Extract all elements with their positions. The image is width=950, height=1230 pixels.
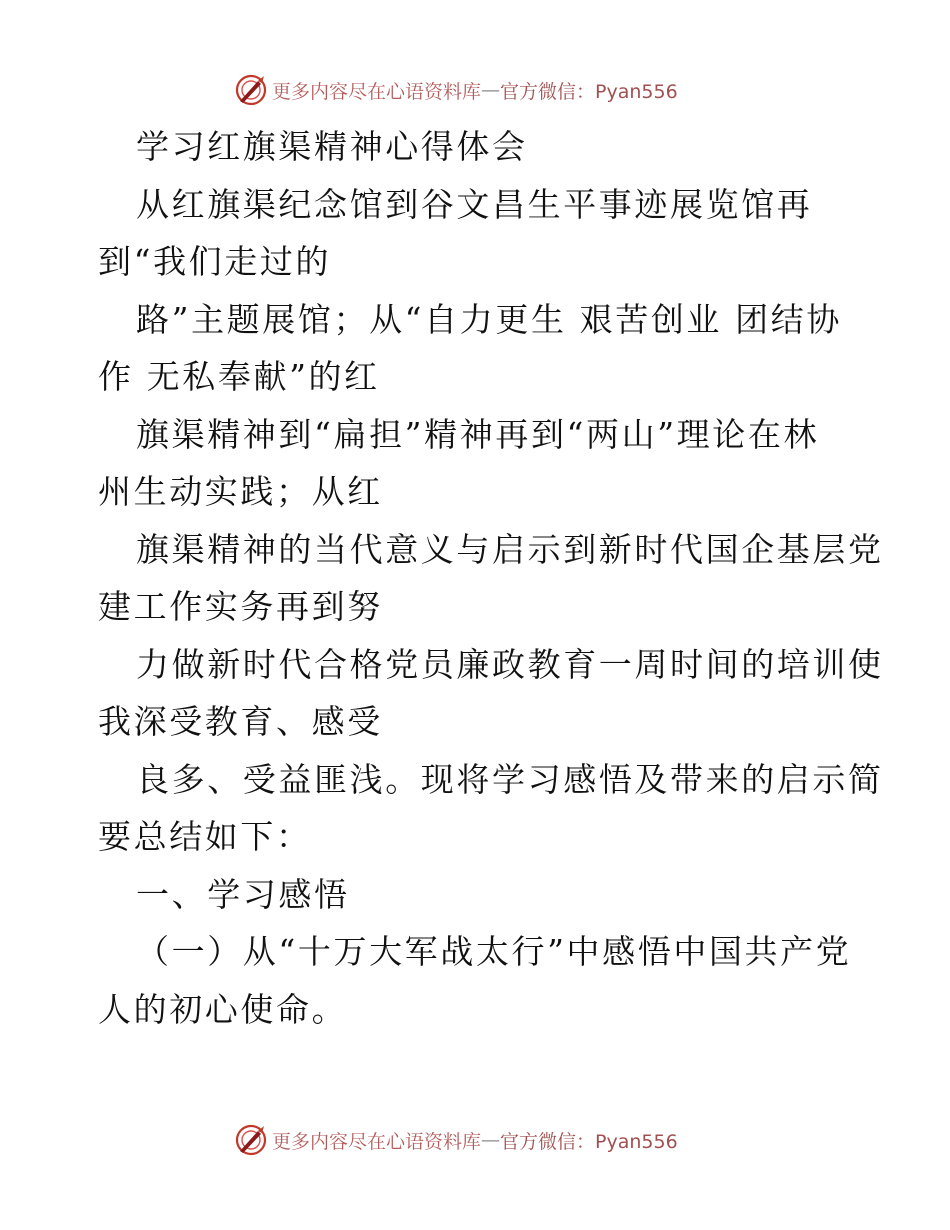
text-line: 旗渠精神的当代意义与启示到新时代国企基层党	[136, 529, 884, 569]
text-line: 我深受教育、感受	[98, 702, 383, 741]
watermark-text: 更多内容尽在心语资料库	[272, 1130, 482, 1153]
header-watermark	[234, 72, 678, 108]
text-line: 从红旗渠纪念馆到谷文昌生平事迹展览馆再	[136, 184, 813, 224]
document-body	[98, 118, 884, 1038]
text-line: 力做新时代合格党员廉政教育一周时间的培训使	[136, 644, 884, 684]
text-line: 路”主题展馆；从“自力更生 艰苦创业 团结协	[136, 299, 842, 339]
document-title: 学习红旗渠精神心得体会	[136, 127, 528, 166]
quill-logo-icon	[234, 1123, 268, 1157]
section-heading: 一、学习感悟	[136, 874, 350, 914]
text-line: 州生动实践；从红	[98, 472, 383, 511]
watermark-separator: —	[481, 79, 501, 101]
text-line: 人的初心使命。	[98, 989, 348, 1029]
watermark-separator: —	[481, 1129, 501, 1151]
subsection-heading: （一）从“十万大军战太行”中感悟中国共产党	[136, 932, 852, 971]
quill-logo-icon	[234, 73, 268, 107]
footer-watermark	[234, 1122, 678, 1158]
text-line: 到“我们走过的	[98, 242, 332, 281]
text-line: 要总结如下：	[98, 817, 312, 856]
watermark-contact: 官方微信：Pyan556	[500, 1130, 678, 1153]
watermark-text: 更多内容尽在心语资料库	[272, 80, 482, 103]
watermark-contact: 官方微信：Pyan556	[500, 80, 678, 103]
text-line: 良多、受益匪浅。现将学习感悟及带来的启示简	[136, 759, 884, 799]
text-line: 建工作实务再到努	[98, 587, 383, 626]
text-line: 作 无私奉献”的红	[98, 357, 380, 396]
text-line: 旗渠精神到“扁担”精神再到“两山”理论在林	[136, 414, 820, 454]
